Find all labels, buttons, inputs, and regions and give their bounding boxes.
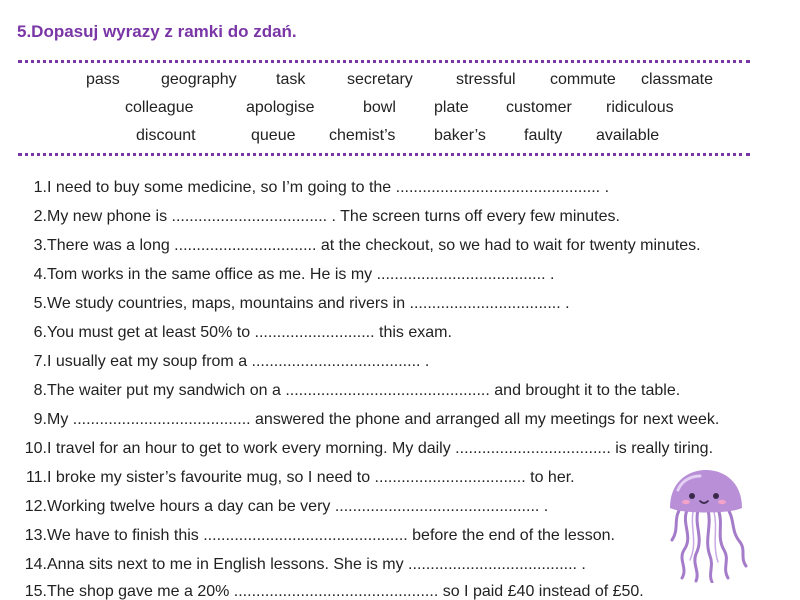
sentence-text: We have to finish this .............................................. before the end of the lesson. — [47, 527, 615, 544]
sentence-15 — [20, 582, 644, 600]
jellyfish-icon — [660, 468, 752, 583]
sentence-number: 5. — [33, 295, 47, 312]
sentence-13 — [20, 526, 615, 546]
sentence-text: I need to buy some medicine, so I’m going to the .............................................. . — [47, 179, 610, 196]
word-task: task — [276, 71, 306, 88]
sentence-text: You must get at least 50% to ........................... this exam. — [47, 324, 452, 341]
sentence-number: 4. — [33, 266, 47, 283]
word-geography: geography — [161, 71, 237, 88]
word-classmate: classmate — [641, 71, 714, 88]
sentence-8 — [20, 381, 680, 401]
sentence-number: 3. — [33, 237, 47, 254]
word-plate: plate — [434, 99, 469, 116]
word-faulty: faulty — [524, 127, 563, 144]
sentence-number: 1. — [33, 179, 47, 196]
word-bakers: baker’s — [434, 127, 486, 144]
sentence-number: 13. — [24, 527, 47, 544]
sentence-2 — [20, 207, 620, 227]
word-customer: customer — [506, 99, 572, 116]
dotted-divider-bottom — [18, 153, 750, 156]
sentence-text: The waiter put my sandwich on a .............................................. and brought it to the table. — [47, 382, 681, 399]
sentence-number: 10. — [24, 440, 47, 457]
sentence-14 — [20, 555, 586, 575]
sentence-4 — [20, 265, 554, 285]
sentence-text: My new phone is ................................... . The screen turns off every few minutes. — [47, 208, 620, 225]
sentence-text: I broke my sister’s favourite mug, so I need to .................................. to her. — [47, 469, 575, 486]
sentence-7 — [20, 352, 429, 372]
sentence-number: 15. — [24, 583, 47, 600]
sentence-5 — [20, 294, 570, 314]
sentence-number: 7. — [33, 353, 47, 370]
word-colleague: colleague — [125, 99, 194, 116]
sentence-number: 12. — [24, 498, 47, 515]
sentence-number: 9. — [33, 411, 47, 428]
sentence-text: I usually eat my soup from a ...................................... . — [47, 353, 430, 370]
word-pass: pass — [86, 71, 120, 88]
word-apologise: apologise — [246, 99, 315, 116]
word-secretary: secretary — [347, 71, 413, 88]
word-bowl: bowl — [363, 99, 396, 116]
word-available: available — [596, 127, 660, 144]
sentence-text: My ........................................ answered the phone and arranged all my meetings for next week. — [47, 411, 720, 428]
word-ridiculous: ridiculous — [606, 99, 674, 116]
sentence-number: 11. — [25, 469, 47, 486]
word-stressful: stressful — [456, 71, 516, 88]
sentence-number: 14. — [24, 556, 47, 573]
word-queue: queue — [251, 127, 296, 144]
sentence-1 — [20, 178, 609, 198]
sentence-number: 8. — [33, 382, 47, 399]
sentence-3 — [20, 236, 701, 256]
sentence-9 — [20, 410, 719, 430]
word-discount: discount — [136, 127, 196, 144]
sentence-12 — [20, 497, 548, 517]
sentence-text: There was a long ................................ at the checkout, so we had to wait for twenty minutes. — [47, 237, 701, 254]
sentence-text: The shop gave me a 20% .............................................. so I paid £40 instead of £50. — [47, 583, 644, 600]
dotted-divider-top — [18, 60, 750, 63]
sentence-number: 6. — [33, 324, 47, 341]
word-commute: commute — [550, 71, 616, 88]
exercise-title: 5.Dopasuj wyrazy z ramki do zdań. — [17, 22, 297, 41]
sentence-11 — [20, 468, 575, 488]
sentence-number: 2. — [33, 208, 47, 225]
word-chemists: chemist’s — [329, 127, 396, 144]
sentence-text: Anna sits next to me in English lessons. She is my ...................................... . — [47, 556, 586, 573]
sentence-6 — [20, 323, 452, 343]
sentence-text: I travel for an hour to get to work every morning. My daily ................................... is really tiring. — [47, 440, 714, 457]
sentence-text: Tom works in the same office as me. He is my ...................................... . — [47, 266, 555, 283]
sentence-text: We study countries, maps, mountains and rivers in .................................. . — [47, 295, 570, 312]
sentence-10 — [20, 439, 713, 459]
sentence-text: Working twelve hours a day can be very .............................................. . — [47, 498, 549, 515]
